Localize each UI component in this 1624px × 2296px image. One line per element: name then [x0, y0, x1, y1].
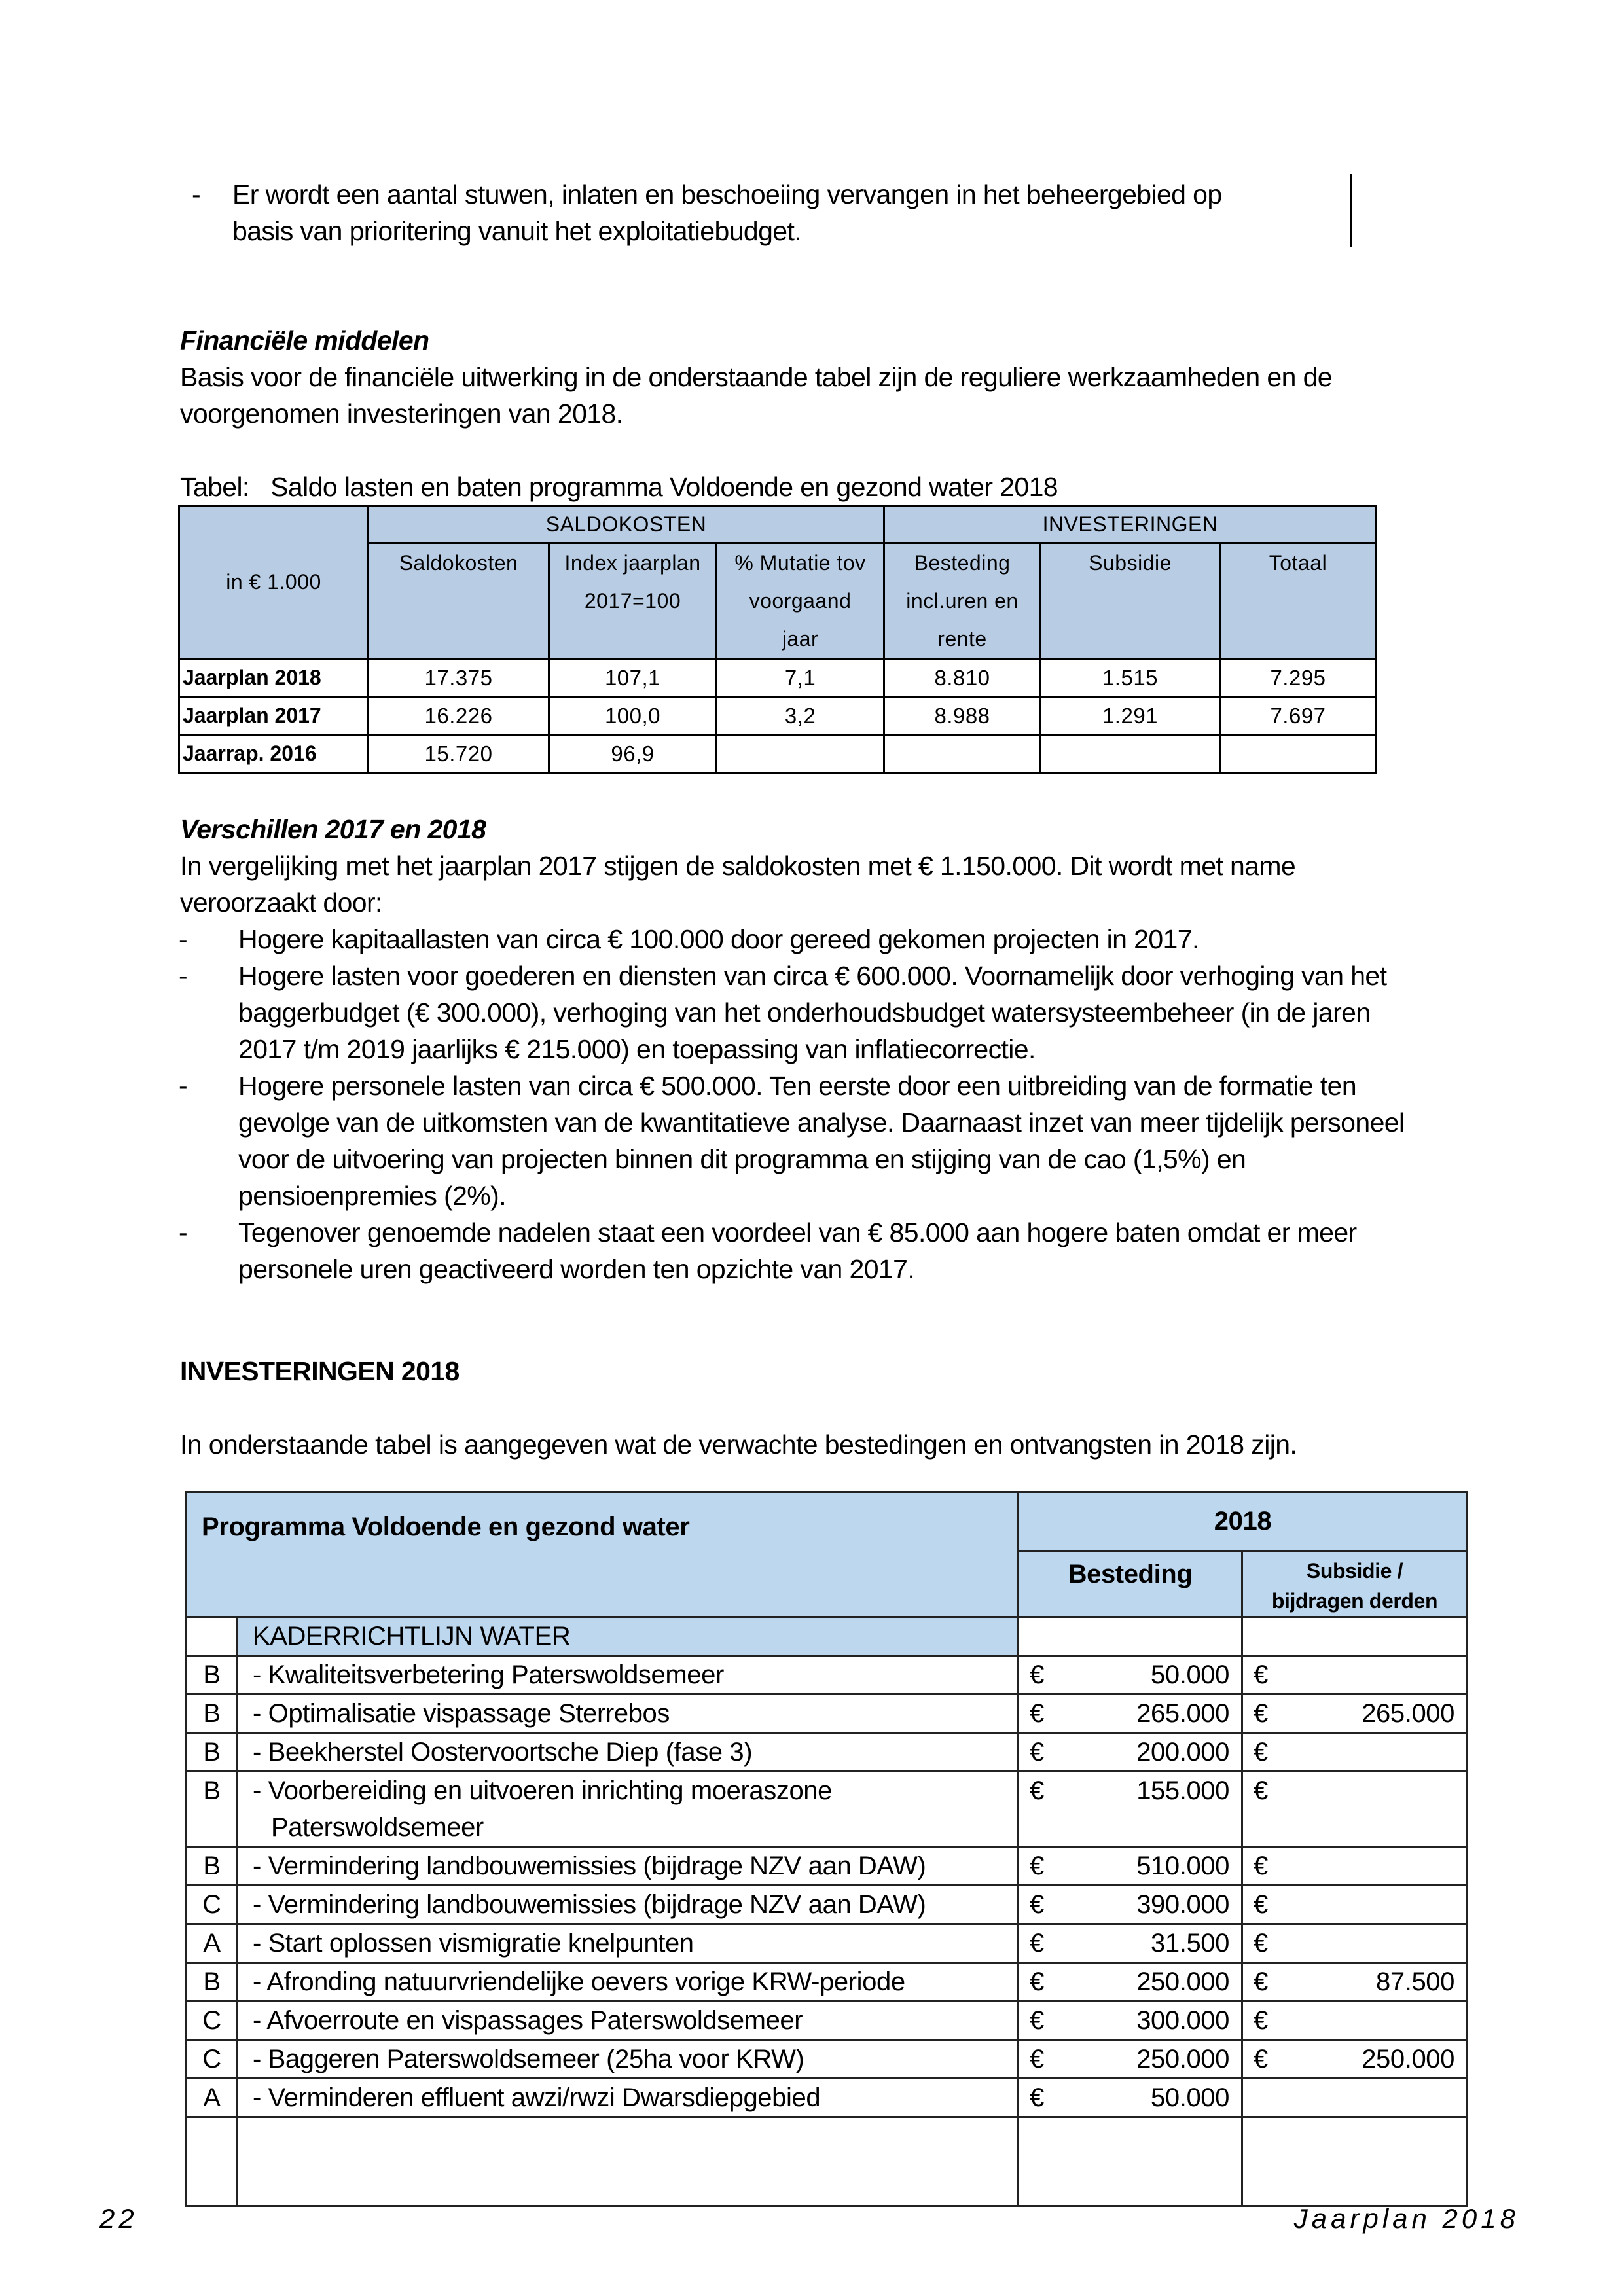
description: - Voorbereiding en uitvoeren inrichting moeraszone Paterswoldsemeer [238, 1772, 1019, 1847]
table-row [187, 1963, 1468, 2001]
table-title: Programma Voldoende en gezond water [187, 1492, 1019, 1617]
bullet-2-line-2: baggerbudget (€ 300.000), verhoging van het onderhoudsbudget watersysteembeheer (in de jaren [238, 997, 1371, 1028]
cell-index: 107,1 [549, 659, 717, 697]
cell-totaal: 7.295 [1220, 659, 1377, 697]
cell-index: 100,0 [549, 697, 717, 735]
cell-mutatie: 3,2 [717, 697, 884, 735]
differences-heading: Verschillen 2017 en 2018 [180, 814, 486, 844]
bullet-3-line-4: pensioenpremies (2%). [238, 1181, 506, 1211]
cell-subsidie [1041, 735, 1220, 773]
table-row [187, 2079, 1468, 2117]
subsidie: € [1242, 1924, 1468, 1963]
subsidie: € 265.000 [1242, 1695, 1468, 1733]
description: - Optimalisatie vispassage Sterrebos [238, 1695, 1019, 1733]
cell-besteding: 8.988 [884, 697, 1041, 735]
table-row [187, 1924, 1468, 1963]
besteding: € 390.000 [1019, 1886, 1242, 1924]
besteding: € 265.000 [1019, 1695, 1242, 1733]
financial-paragraph-line-2: voorgenomen investeringen van 2018. [180, 399, 623, 429]
col-header-index: Index jaarplan 2017=100 [549, 543, 717, 659]
table-row [187, 1733, 1468, 1772]
financial-paragraph-line-1: Basis voor de financiële uitwerking in de onderstaande tabel zijn de reguliere werkzaamheden en de [180, 362, 1332, 392]
group-header-saldokosten: SALDOKOSTEN [369, 506, 884, 543]
table-row [187, 1656, 1468, 1695]
category: B [187, 1733, 238, 1772]
cell-besteding: 8.810 [884, 659, 1041, 697]
differences-intro-line-1: In vergelijking met het jaarplan 2017 stijgen de saldokosten met € 1.150.000. Dit wordt met name [180, 851, 1296, 881]
category: C [187, 2001, 238, 2040]
description: - Afvoerroute en vispassages Paterswoldsemeer [238, 2001, 1019, 2040]
footer-document-title: Jaarplan 2018 [1293, 2203, 1519, 2234]
category: B [187, 1656, 238, 1695]
col-header-saldokosten: Saldokosten [369, 543, 549, 659]
table-row-empty [187, 2117, 1468, 2206]
category: A [187, 2079, 238, 2117]
row-label: Jaarplan 2018 [179, 659, 369, 697]
besteding: € 200.000 [1019, 1733, 1242, 1772]
bullet-dash: - [179, 924, 188, 954]
subsidie: € [1242, 1886, 1468, 1924]
subsidie: € [1242, 2001, 1468, 2040]
subsidie: € [1242, 1656, 1468, 1695]
subsidie: € [1242, 1847, 1468, 1886]
page-number: 22 [99, 2203, 138, 2234]
bullet-dash: - [192, 179, 201, 209]
description: - Verminderen effluent awzi/rwzi Dwarsdiepgebied [238, 2079, 1019, 2117]
subsidie: € [1242, 1772, 1468, 1847]
description: - Afronding natuurvriendelijke oevers vorige KRW-periode [238, 1963, 1019, 2001]
besteding: € 250.000 [1019, 2040, 1242, 2079]
cell-saldokosten: 17.375 [369, 659, 549, 697]
cell-subsidie: 1.291 [1041, 697, 1220, 735]
group-header-investeringen: INVESTERINGEN [884, 506, 1377, 543]
category: B [187, 1963, 238, 2001]
investments-heading: INVESTERINGEN 2018 [180, 1356, 460, 1386]
section-header-krw: KADERRICHTLIJN WATER [238, 1617, 1019, 1656]
unit-label-cell [179, 506, 369, 659]
cell-totaal: 7.697 [1220, 697, 1377, 735]
financial-heading: Financiële middelen [180, 325, 429, 355]
table-row [187, 1886, 1468, 1924]
unit-label: in € 1.000 [226, 570, 321, 594]
bullet-2-line-1: Hogere lasten voor goederen en diensten van circa € 600.000. Voornamelijk door verhoging van het [238, 961, 1387, 991]
cell-totaal [1220, 735, 1377, 773]
category: B [187, 1695, 238, 1733]
subsidie: € [1242, 1733, 1468, 1772]
change-bar [1350, 174, 1352, 247]
row-label: Jaarrap. 2016 [179, 735, 369, 773]
category: C [187, 1886, 238, 1924]
bullet-3-line-2: gevolge van de uitkomsten van de kwantitatieve analyse. Daarnaast inzet van meer tijdelijk personeel [238, 1107, 1405, 1138]
intro-bullet-line-1: Er wordt een aantal stuwen, inlaten en beschoeiing vervangen in het beheergebied op [232, 179, 1222, 209]
col-header-besteding: Besteding [1019, 1551, 1242, 1617]
besteding: € 300.000 [1019, 2001, 1242, 2040]
bullet-2-line-3: 2017 t/m 2019 jaarlijks € 215.000) en toepassing van inflatiecorrectie. [238, 1034, 1036, 1064]
bullet-dash: - [179, 961, 188, 991]
description: - Beekherstel Oostervoortsche Diep (fase 3) [238, 1733, 1019, 1772]
col-header-totaal: Totaal [1220, 543, 1377, 659]
category: A [187, 1924, 238, 1963]
besteding: € 250.000 [1019, 1963, 1242, 2001]
year-header: 2018 [1019, 1492, 1468, 1551]
subsidie [1242, 2079, 1468, 2117]
bullet-dash: - [179, 1071, 188, 1101]
category: C [187, 2040, 238, 2079]
besteding: € 50.000 [1019, 2079, 1242, 2117]
bullet-3-line-3: voor de uitvoering van projecten binnen dit programma en stijging van de cao (1,5%) en [238, 1144, 1246, 1174]
cell-saldokosten: 15.720 [369, 735, 549, 773]
category: B [187, 1772, 238, 1847]
table-row [179, 659, 1377, 697]
table-row [187, 1695, 1468, 1733]
table-row [187, 1772, 1468, 1847]
section-cat-cell [187, 1617, 238, 1656]
col-header-subsidie: Subsidie [1041, 543, 1220, 659]
differences-intro-line-2: veroorzaakt door: [180, 888, 382, 918]
cell-saldokosten: 16.226 [369, 697, 549, 735]
bullet-1-line-1: Hogere kapitaallasten van circa € 100.000 door gereed gekomen projecten in 2017. [238, 924, 1199, 954]
bullet-4-line-1: Tegenover genoemde nadelen staat een voordeel van € 85.000 aan hogere baten omdat er meer [238, 1217, 1357, 1247]
row-label: Jaarplan 2017 [179, 697, 369, 735]
cell-mutatie: 7,1 [717, 659, 884, 697]
table-row [179, 697, 1377, 735]
description: - Vermindering landbouwemissies (bijdrage NZV aan DAW) [238, 1886, 1019, 1924]
description: - Vermindering landbouwemissies (bijdrage NZV aan DAW) [238, 1847, 1019, 1886]
cell-mutatie [717, 735, 884, 773]
section-subsidie-cell [1242, 1617, 1468, 1656]
bullet-4-line-2: personele uren geactiveerd worden ten opzichte van 2017. [238, 1254, 915, 1284]
cell-besteding [884, 735, 1041, 773]
description: - Kwaliteitsverbetering Paterswoldsemeer [238, 1656, 1019, 1695]
besteding: € 510.000 [1019, 1847, 1242, 1886]
subsidie: € 87.500 [1242, 1963, 1468, 2001]
cell-index: 96,9 [549, 735, 717, 773]
table-row [187, 2001, 1468, 2040]
col-header-subsidie: Subsidie / bijdragen derden [1242, 1551, 1468, 1617]
table-row [187, 1847, 1468, 1886]
section-besteding-cell [1019, 1617, 1242, 1656]
besteding: € 155.000 [1019, 1772, 1242, 1847]
description: - Start oplossen vismigratie knelpunten [238, 1924, 1019, 1963]
investments-intro: In onderstaande tabel is aangegeven wat de verwachte bestedingen en ontvangsten in 2018 zijn. [180, 1429, 1297, 1460]
table-row [187, 2040, 1468, 2079]
bullet-dash: - [179, 1217, 188, 1247]
col-header-mutatie: % Mutatie tov voorgaand jaar [717, 543, 884, 659]
table-caption: Tabel: Saldo lasten en baten programma Voldoende en gezond water 2018 [180, 472, 1058, 502]
table-row [179, 735, 1377, 773]
bullet-3-line-1: Hogere personele lasten van circa € 500.000. Ten eerste door een uitbreiding van de formatie ten [238, 1071, 1357, 1101]
besteding: € 31.500 [1019, 1924, 1242, 1963]
besteding: € 50.000 [1019, 1656, 1242, 1695]
investments-table [185, 1491, 1468, 2207]
description: - Baggeren Paterswoldsemeer (25ha voor KRW) [238, 2040, 1019, 2079]
col-header-besteding: Besteding incl.uren en rente [884, 543, 1041, 659]
cell-subsidie: 1.515 [1041, 659, 1220, 697]
category: B [187, 1847, 238, 1886]
intro-bullet-line-2: basis van prioritering vanuit het exploitatiebudget. [232, 216, 802, 246]
subsidie: € 250.000 [1242, 2040, 1468, 2079]
saldo-table [178, 505, 1377, 774]
